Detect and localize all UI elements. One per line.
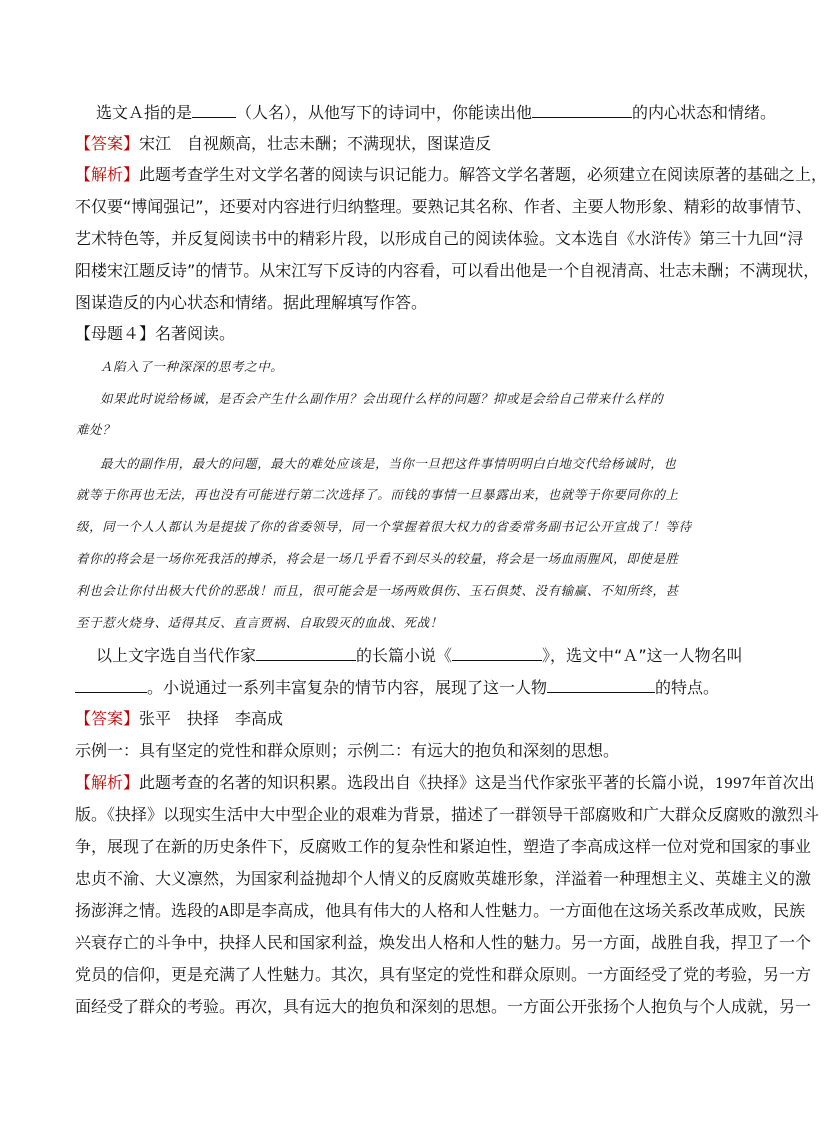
- answer-tag: 【答案】: [75, 134, 140, 153]
- analysis-line: 兴衰存亡的斗争中，抉择人民和国家利益，焕发出人格和人性的魅力。另一方面，战胜自我，捍卫了一个: [75, 933, 812, 952]
- letter-text: A: [219, 904, 230, 920]
- prompt-text: 的内心状态和情绪。: [632, 103, 777, 122]
- analysis-line: [75, 773, 815, 794]
- question-4-prompt-cont: [75, 677, 719, 698]
- analysis-line: 忠贞不渝、大义凛然，为国家利益抛却个人情义的反腐败英雄形象，洋溢着一种理想主义、英雄主义的激: [75, 869, 812, 888]
- excerpt-line: 利也会让你付出极大代价的恶战！而且，很可能会是一场两败俱伤、玉石俱焚、没有输赢、不知所终，甚: [76, 583, 679, 598]
- prompt-text: 的长篇小说《: [356, 646, 453, 665]
- analysis-line: 艺术特色等，并反复阅读书中的精彩片段，以形成自己的阅读体验。文本选自《水浒传》第三十九回“浔: [75, 229, 804, 248]
- analysis-line: [75, 901, 805, 922]
- analysis-line: 不仅要“博闻强记”，还要对内容进行归纳整理。要熟记其名称、作者、主要人物形象、精彩的故事情节、: [75, 197, 812, 216]
- analysis-text: 年首次出: [750, 773, 815, 792]
- analysis-line: 党员的信仰，更是充满了人性魅力。其次，具有坚定的党性和群众原则。一方面经受了党的考验，另一方: [75, 965, 812, 984]
- analysis-line: 争，展现了在新的历史条件下，反腐败工作的复杂性和紧迫性，塑造了李高成这样一位对党和国家的事业: [75, 837, 812, 856]
- year-text: 1997: [715, 776, 751, 792]
- prompt-text: （人名），从他写下的诗词中，你能读出他: [236, 103, 533, 122]
- answer-blank: [75, 677, 147, 693]
- question-4-title: 【母题４】名著阅读。: [75, 324, 236, 343]
- prompt-text: 以上文字选自当代作家: [96, 646, 257, 665]
- examples-line: 示例一：具有坚定的党性和群众原则；示例二：有远大的抱负和深刻的思想。: [75, 741, 620, 760]
- excerpt-line: 至于惹火烧身、适得其反、直言贾祸、自取毁灭的血战、死战！: [76, 615, 443, 630]
- prompt-text: 。小说通过一系列丰富复杂的情节内容，展现了这一人物: [147, 678, 548, 697]
- answer-blank: [452, 645, 542, 661]
- answer-blank: [192, 102, 236, 118]
- excerpt-line: 着你的将会是一场你死我活的搏杀，将会是一场几乎看不到尽头的较量，将会是一场血雨腥风，即使是胜: [76, 551, 679, 566]
- excerpt-line: 就等于你再也无法，再也没有可能进行第二次选择了。而钱的事情一旦暴露出来，也就等于你要同你的上: [76, 487, 679, 502]
- answer-line: [75, 709, 283, 729]
- excerpt-line: 难处？: [76, 422, 116, 437]
- analysis-text: 此题考查学生对文学名著的阅读与识记能力。解答文学名著题，必须建立在阅读原著的基础之上，: [139, 165, 827, 184]
- analysis-tag: 【解析】: [75, 773, 140, 792]
- analysis-line: 阳楼宋江题反诗”的情节。从宋江写下反诗的内容看，可以看出他是一个自视清高、壮志未酬；不满现状，: [75, 261, 820, 280]
- analysis-tag: 【解析】: [75, 165, 140, 184]
- question-4-prompt: [96, 645, 743, 666]
- prompt-text: 》，选文中“Ａ”这一人物名叫: [542, 646, 743, 665]
- analysis-line: 版。《抉择》以现实生活中大中型企业的艰难为背景，描述了一群领导干部腐败和广大群众反腐败的激烈斗: [75, 805, 820, 824]
- analysis-text: 此题考查的名著的知识积累。选段出自《抉择》这是当代作家张平著的长篇小说，: [139, 773, 716, 792]
- analysis-text: 扬澎湃之情。选段的: [75, 901, 220, 920]
- excerpt-line: 如果此时说给杨诚，是否会产生什么副作用？会出现什么样的问题？抑或是会给自己带来什么样的: [100, 391, 664, 406]
- answer-text: 张平 抉择 李高成: [139, 709, 284, 728]
- answer-blank: [532, 102, 632, 118]
- answer-line: [75, 134, 491, 154]
- answer-tag: 【答案】: [75, 709, 140, 728]
- analysis-line: 图谋造反的内心状态和情绪。据此理解填写作答。: [75, 293, 428, 312]
- answer-text: 宋江 自视颇高，壮志未酬；不满现状，图谋造反: [139, 134, 492, 153]
- answer-blank: [547, 677, 655, 693]
- excerpt-line: 级，同一个人人都认为是提拔了你的省委领导，同一个掌握着很大权力的省委常务副书记公开宣战了！等待: [76, 519, 692, 534]
- analysis-line: [75, 165, 827, 185]
- answer-blank: [256, 645, 356, 661]
- question-3-prompt: [96, 102, 776, 123]
- excerpt-line: 最大的副作用，最大的问题，最大的难处应该是，当你一旦把这件事情明明白白地交代给杨诚时，也: [100, 456, 677, 471]
- analysis-text: 即是李高成，他具有伟大的人格和人性魅力。一方面他在这场关系改革成败，民族: [229, 901, 806, 920]
- prompt-text: 的特点。: [655, 678, 720, 697]
- excerpt-line: Ａ陷入了一种深深的思考之中。: [100, 359, 284, 374]
- prompt-text: 选文Ａ指的是: [96, 103, 193, 122]
- analysis-line: 面经受了群众的考验。再次，具有远大的抱负和深刻的思想。一方面公开张扬个人抱负与个人成就，另一: [75, 997, 812, 1016]
